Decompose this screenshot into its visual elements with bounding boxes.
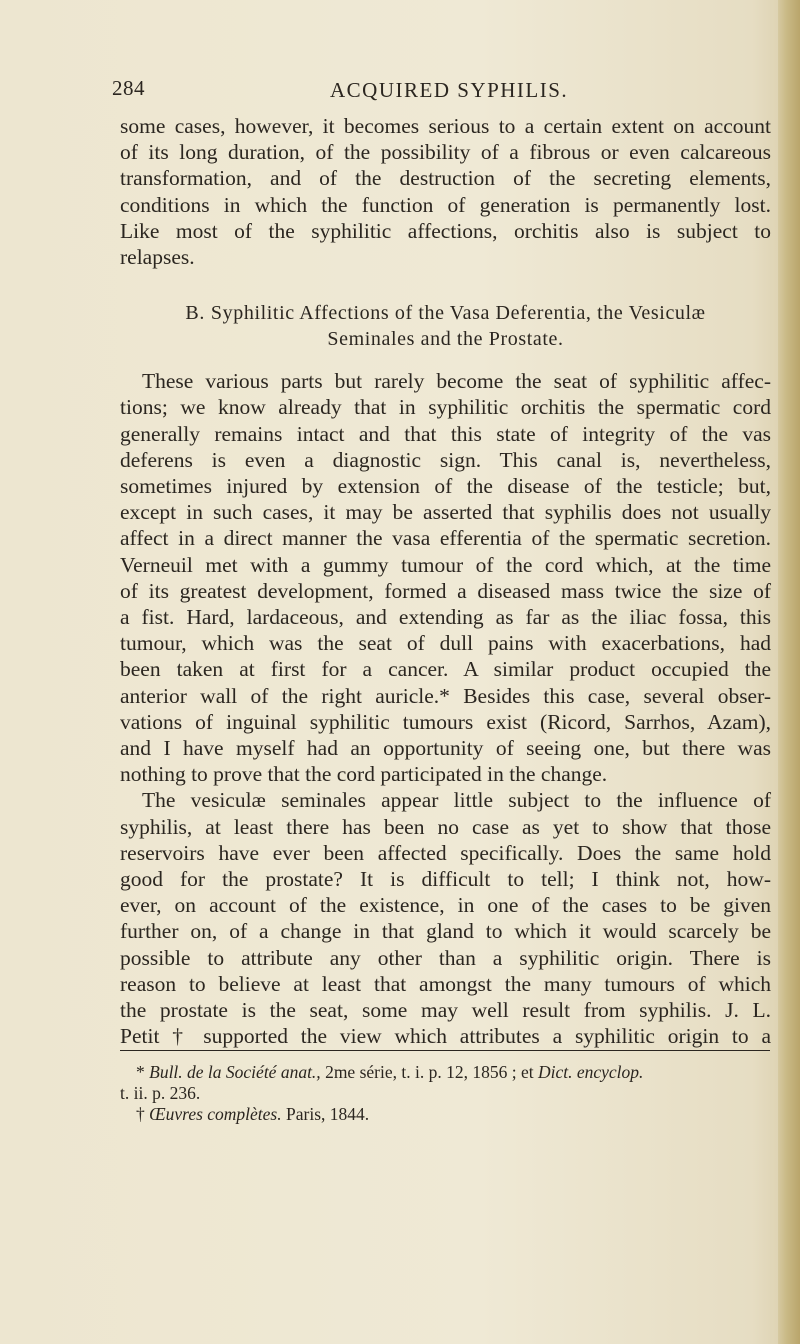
text-line: conditions in which the function of generation is permanently lost. bbox=[120, 192, 771, 217]
text-line: a fist. Hard, lardaceous, and extending as far as the iliac fossa, this bbox=[120, 605, 771, 630]
footnote-text: 2me série, t. i. p. 12, 1856 ; et bbox=[325, 1062, 534, 1082]
text-line: affect in a direct manner the vasa efferentia of the spermatic secretion. bbox=[120, 526, 771, 551]
footnote-marker: * bbox=[136, 1062, 145, 1082]
text-line: reservoirs have ever been affected specifically. Does the same hold bbox=[120, 840, 771, 865]
paragraph-3 bbox=[120, 787, 771, 1049]
footnote-1-continued: t. ii. p. 236. bbox=[120, 1083, 201, 1103]
text-line: of its long duration, of the possibility of a fibrous or even calcareous bbox=[120, 140, 771, 165]
text-line: deferens is even a diagnostic sign. This canal is, nevertheless, bbox=[120, 447, 771, 472]
section-letter: B. bbox=[185, 302, 205, 325]
text-line: ever, on account of the existence, in one of the cases to be given bbox=[120, 893, 771, 918]
text-line: Verneuil met with a gummy tumour of the cord which, at the time bbox=[120, 552, 771, 577]
paragraph-2 bbox=[120, 368, 771, 787]
footnote-marker: † bbox=[136, 1104, 145, 1124]
section-heading-line-1 bbox=[120, 300, 771, 326]
text-line: the prostate is the seat, some may well result from syphilis. J. L. bbox=[120, 998, 771, 1023]
footnote-title: Bull. de la Société anat., bbox=[149, 1062, 321, 1082]
footnote-title: Dict. encyclop. bbox=[537, 1062, 644, 1082]
running-title: ACQUIRED SYPHILIS. bbox=[330, 78, 569, 102]
paragraph-1 bbox=[120, 113, 771, 270]
text-line: syphilis, at least there has been no case as yet to show that those bbox=[120, 814, 771, 839]
section-heading-line-2: Seminales and the Prostate. bbox=[327, 328, 564, 351]
text-line: of its greatest development, formed a diseased mass twice the size of bbox=[120, 578, 771, 603]
text-line: Petit † supported the view which attributes a syphilitic origin to a bbox=[120, 1024, 771, 1049]
section-heading-text-1: Syphilitic Affections of the Vasa Deferentia, the Vesiculæ bbox=[210, 302, 706, 325]
text-line: These various parts but rarely become the seat of syphilitic affec- bbox=[142, 369, 771, 394]
page-header bbox=[0, 76, 800, 106]
text-line: generally remains intact and that this state of integrity of the vas bbox=[120, 421, 771, 446]
body-text bbox=[120, 113, 771, 1050]
footnote-title: Œuvres complètes. bbox=[149, 1104, 282, 1124]
footnote-text: Paris, 1844. bbox=[286, 1104, 370, 1124]
page-number: 284 bbox=[112, 76, 145, 100]
text-line: nothing to prove that the cord participated in the change. bbox=[120, 762, 608, 787]
text-line: been taken at first for a cancer. A similar product occupied the bbox=[120, 657, 771, 682]
text-line: possible to attribute any other than a syphilitic origin. There is bbox=[120, 945, 771, 970]
text-line: Like most of the syphilitic affections, orchitis also is subject to bbox=[120, 218, 771, 243]
text-line: further on, of a change in that gland to which it would scarcely be bbox=[120, 919, 771, 944]
footnote-rule bbox=[120, 1050, 770, 1051]
text-line: tions; we know already that in syphilitic orchitis the spermatic cord bbox=[120, 395, 771, 420]
text-line: and I have myself had an opportunity of seeing one, but there was bbox=[120, 736, 771, 761]
text-line: except in such cases, it may be asserted that syphilis does not usually bbox=[120, 500, 771, 525]
footnote-2 bbox=[120, 1104, 771, 1125]
text-line: sometimes injured by extension of the disease of the testicle; but, bbox=[120, 474, 771, 499]
text-line: vations of inguinal syphilitic tumours exist (Ricord, Sarrhos, Azam), bbox=[120, 709, 771, 734]
text-line: transformation, and of the destruction of the secreting elements, bbox=[120, 166, 771, 191]
section-heading bbox=[120, 300, 771, 352]
text-line: reason to believe at least that amongst the many tumours of which bbox=[120, 971, 771, 996]
text-line: tumour, which was the seat of dull pains with exacerbations, had bbox=[120, 631, 771, 656]
footnotes bbox=[120, 1062, 771, 1125]
footnote-1 bbox=[120, 1062, 771, 1083]
text-line: some cases, however, it becomes serious to a certain extent on account bbox=[120, 114, 771, 138]
text-line: The vesiculæ seminales appear little subject to the influence of bbox=[142, 788, 771, 813]
page-edge bbox=[778, 0, 800, 1344]
text-line: anterior wall of the right auricle.* Besides this case, several obser- bbox=[120, 683, 771, 708]
text-line: good for the prostate? It is difficult to tell; I think not, how- bbox=[120, 867, 771, 892]
text-line: relapses. bbox=[120, 245, 195, 270]
